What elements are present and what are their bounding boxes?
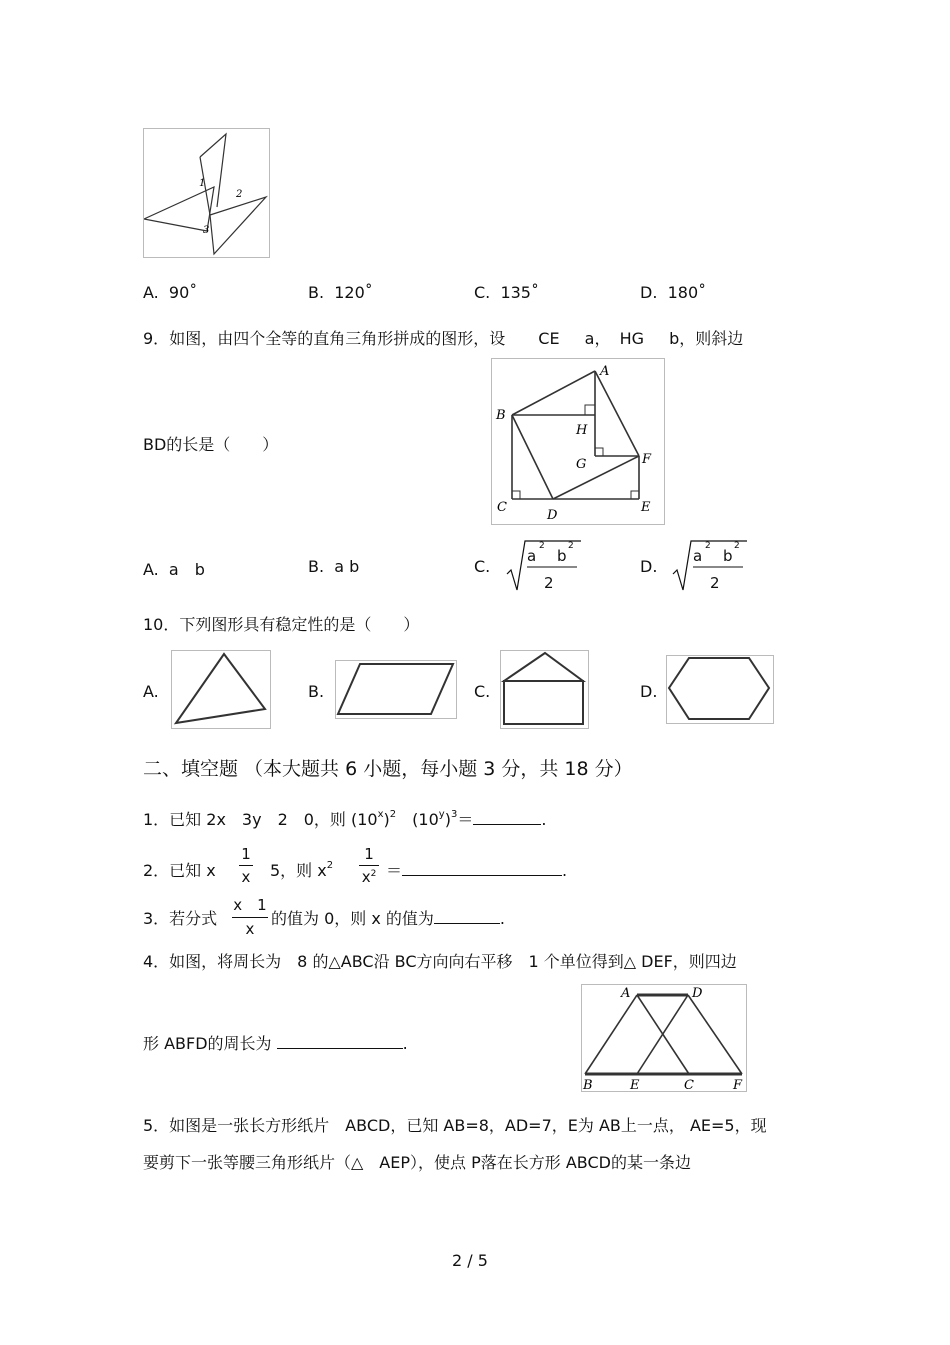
q10-figure-triangle xyxy=(171,650,271,729)
fill-2-blank[interactable] xyxy=(402,861,562,876)
fill-2-answer: ＝ . xyxy=(386,861,568,880)
fill-3-frac: x 1 x xyxy=(233,896,267,938)
q9-label-c: C xyxy=(497,500,507,515)
q8-label-2: 2 xyxy=(236,189,243,200)
fill-5-stem: 5．如图是一张长方形纸片 ABCD，已知 AB=8，AD=7，E为 AB上一点， AE=5，现 xyxy=(143,1116,767,1135)
q10-figure-hexagon xyxy=(666,655,774,724)
q8-option-b: B. 120˚ xyxy=(308,283,373,302)
q8-figure xyxy=(143,128,270,258)
q9-option-b: B. a b xyxy=(308,557,360,576)
q9-label-g: G xyxy=(576,457,587,472)
fill-4-blank[interactable] xyxy=(277,1034,403,1049)
fill-3-blank[interactable] xyxy=(434,909,500,924)
q9-label-a: A xyxy=(600,364,610,379)
q9-label-f: F xyxy=(642,452,652,467)
q10-figure-house xyxy=(500,650,589,729)
q8-option-a: A. 90˚ xyxy=(143,283,198,302)
fill-4-label-d: D xyxy=(692,986,703,1001)
q10-figure-parallelogram xyxy=(335,660,457,719)
q9-option-a: A. a b xyxy=(143,560,205,579)
q8-option-d: D. 180˚ xyxy=(640,283,707,302)
q9-label-e: E xyxy=(641,500,651,515)
q9-figure xyxy=(491,358,665,525)
section-2-title: 二、填空题 （本大题共 6 小题，每小题 3 分，共 18 分） xyxy=(143,758,633,780)
fill-4-label-e: E xyxy=(630,1078,640,1091)
fill-2-pre: 2．已知 x xyxy=(143,861,216,880)
fill-4-label-c: C xyxy=(684,1078,694,1091)
q9-option-d-formula: a 2 b 2 2 xyxy=(671,538,751,594)
fill-1-blank[interactable] xyxy=(473,810,541,825)
fill-2-frac-2: 1 $x^2$ xyxy=(359,845,379,886)
fill-4-stem-line2: 形 ABFD的周长为 . xyxy=(143,1034,408,1053)
q10-option-a-letter: A. xyxy=(143,682,159,701)
q9-label-d: D xyxy=(547,508,558,523)
fill-4-stem: 4．如图，将周长为 8 的△ABC沿 BC方向向右平移 1 个单位得到△ DEF，则四边 xyxy=(143,952,737,971)
fill-3-post: 的值为 0，则 x 的值为 . xyxy=(271,909,506,928)
q8-label-3: 3 xyxy=(203,225,210,236)
fill-1: 1．已知 2x 3y 2 0，则 $(10^x)^2$ $(10^y)^3=$ . xyxy=(143,809,547,829)
q9-stem: 9．如图，由四个全等的直角三角形拼成的图形，设 CE a， HG b，则斜边 xyxy=(143,329,744,348)
fill-3-pre: 3．若分式 xyxy=(143,909,218,928)
fill-4-label-a: A xyxy=(621,986,631,1001)
fill-4-label-f: F xyxy=(733,1078,743,1091)
q8-option-c: C. 135˚ xyxy=(474,283,539,302)
q9-option-c-letter: C. xyxy=(474,557,491,576)
q10-option-d-letter: D. xyxy=(640,682,658,701)
q10-option-c-letter: C. xyxy=(474,682,491,701)
q9-label-b: B xyxy=(496,408,506,423)
page-number: 2 / 5 xyxy=(452,1251,488,1270)
q10-stem: 10．下列图形具有稳定性的是（ ） xyxy=(143,615,420,634)
fill-4-label-b: B xyxy=(583,1078,593,1091)
q8-label-1: 1 xyxy=(199,178,206,189)
fill-2-mid: 5，则 $x^2$ xyxy=(270,860,334,880)
q9-option-c-formula: a 2 b 2 2 xyxy=(505,538,585,594)
q9-stem-line2: BD的长是（ ） xyxy=(143,435,279,454)
fill-2-frac-1: 1 x xyxy=(239,845,253,886)
q10-option-b-letter: B. xyxy=(308,682,325,701)
q9-option-d-letter: D. xyxy=(640,557,658,576)
fill-5-stem-line2: 要剪下一张等腰三角形纸片（△ AEP），使点 P落在长方形 ABCD的某一条边 xyxy=(143,1153,691,1172)
fill-4-figure xyxy=(581,984,747,1092)
q9-label-h: H xyxy=(576,423,588,438)
